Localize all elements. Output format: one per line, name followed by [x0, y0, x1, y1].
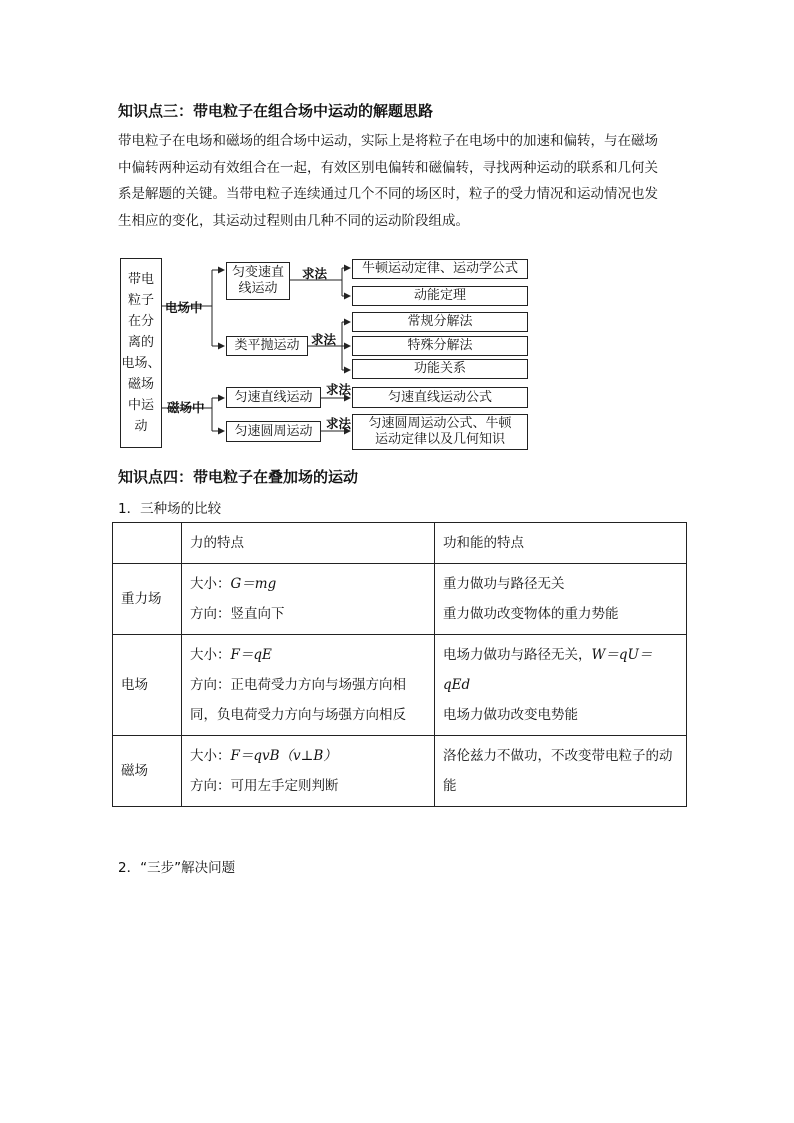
- table-row: [113, 635, 687, 736]
- motion-text: 线运动: [238, 281, 278, 296]
- root-text: 离的: [127, 335, 154, 350]
- row-name-cell: 电场: [113, 635, 182, 736]
- size-formula: F＝qvB（v⊥B）: [230, 748, 337, 764]
- paragraph-line: 生相应的变化，其运动过程则由几种不同的运动阶段组成。: [118, 212, 469, 229]
- table-header-cell: 力的特点: [182, 523, 435, 564]
- motion-text: 匀变速直: [231, 265, 284, 280]
- size-prefix: 大小：: [190, 647, 231, 663]
- method-linear-formula: 匀速直线运动公式: [352, 387, 528, 408]
- root-text: 在分: [127, 314, 154, 329]
- row-name-cell: 磁场: [113, 736, 182, 807]
- field-comparison-table: [112, 522, 687, 807]
- direction-line: 方向：正电荷受力方向与场强方向相同，负电荷受力方向与场强方向相反: [190, 677, 406, 723]
- force-cell: [182, 564, 435, 635]
- energy-line: 重力做功与路径无关: [443, 576, 565, 592]
- method-newton-kinematics: 牛顿运动定律、运动学公式: [352, 259, 528, 279]
- solve-label: 求法: [326, 382, 352, 397]
- paragraph-line: 系是解题的关键。当带电粒子连续通过几个不同的场区时，粒子的受力情况和运动情况也发: [118, 186, 658, 202]
- solve-label: 求法: [311, 332, 337, 347]
- table-row: [113, 736, 687, 807]
- root-text: 磁场: [127, 377, 154, 392]
- energy-prefix: 电场力做功与路径无关，: [443, 647, 592, 663]
- uniform-circular-motion-box: 匀速圆周运动: [226, 421, 321, 442]
- magnetic-field-label: 磁场中: [167, 400, 205, 415]
- energy-cell: 洛伦兹力不做功，不改变带电粒子的动能: [435, 736, 687, 807]
- row-name-cell: 重力场: [113, 564, 182, 635]
- table-header-cell: [113, 523, 182, 564]
- energy-line: 电场力做功改变电势能: [443, 707, 578, 723]
- method-kinetic-theorem: 动能定理: [352, 286, 528, 306]
- uniform-accel-motion-box: [226, 262, 290, 300]
- root-box: [120, 258, 162, 448]
- solution-flow-diagram: [118, 258, 530, 454]
- root-text: 动: [134, 419, 148, 434]
- method-work-energy: 功能关系: [352, 359, 528, 379]
- size-line: [190, 640, 426, 670]
- size-prefix: 大小：: [190, 576, 231, 592]
- size-prefix: 大小：: [190, 748, 231, 764]
- energy-cell: [435, 564, 687, 635]
- method-regular-decomposition: 常规分解法: [352, 312, 528, 332]
- root-text: 粒子: [127, 293, 154, 308]
- size-line: [190, 569, 426, 599]
- electric-field-label: 电场中: [165, 300, 203, 315]
- table-row: [113, 564, 687, 635]
- energy-formula: W＝qU＝qEd: [443, 647, 653, 693]
- section4-heading: 知识点四：带电粒子在叠加场的运动: [118, 468, 359, 486]
- method-circular-formula: [352, 414, 528, 450]
- root-text: 中运: [127, 398, 154, 413]
- projectile-like-motion-box: 类平抛运动: [226, 336, 308, 356]
- table-header-cell: 功和能的特点: [435, 523, 687, 564]
- size-line: [190, 741, 426, 771]
- paragraph-line: 中偏转两种运动有效组合在一起，有效区别电偏转和磁偏转，寻找两种运动的联系和几何关: [118, 159, 658, 176]
- uniform-linear-motion-box: 匀速直线运动: [226, 387, 321, 408]
- size-formula: G＝mg: [230, 576, 277, 592]
- solve-label: 求法: [326, 416, 352, 431]
- energy-line: [443, 640, 678, 700]
- subheading-three-steps: 2．“三步”解决问题: [118, 860, 236, 876]
- force-cell: [182, 635, 435, 736]
- root-text: 电场、: [121, 356, 161, 371]
- energy-line: 重力做功改变物体的重力势能: [443, 606, 619, 622]
- method-text: 匀速圆周运动公式、牛顿: [368, 416, 512, 431]
- section3-heading: 知识点三：带电粒子在组合场中运动的解题思路: [118, 102, 434, 120]
- energy-cell: [435, 635, 687, 736]
- paragraph-line: 带电粒子在电场和磁场的组合场中运动，实际上是将粒子在电场中的加速和偏转，与在磁场: [118, 133, 658, 149]
- force-cell: [182, 736, 435, 807]
- subheading-field-comparison: 1．三种场的比较: [118, 501, 222, 517]
- method-special-decomposition: 特殊分解法: [352, 336, 528, 356]
- table-header-row: [113, 523, 687, 564]
- method-text: 运动定律以及几何知识: [374, 432, 505, 447]
- direction-line: 方向：竖直向下: [190, 606, 285, 622]
- section3-paragraph: [118, 128, 688, 234]
- direction-line: 方向：可用左手定则判断: [190, 778, 339, 794]
- solve-label: 求法: [302, 266, 328, 281]
- root-text: 带电: [127, 272, 154, 287]
- size-formula: F＝qE: [230, 647, 272, 663]
